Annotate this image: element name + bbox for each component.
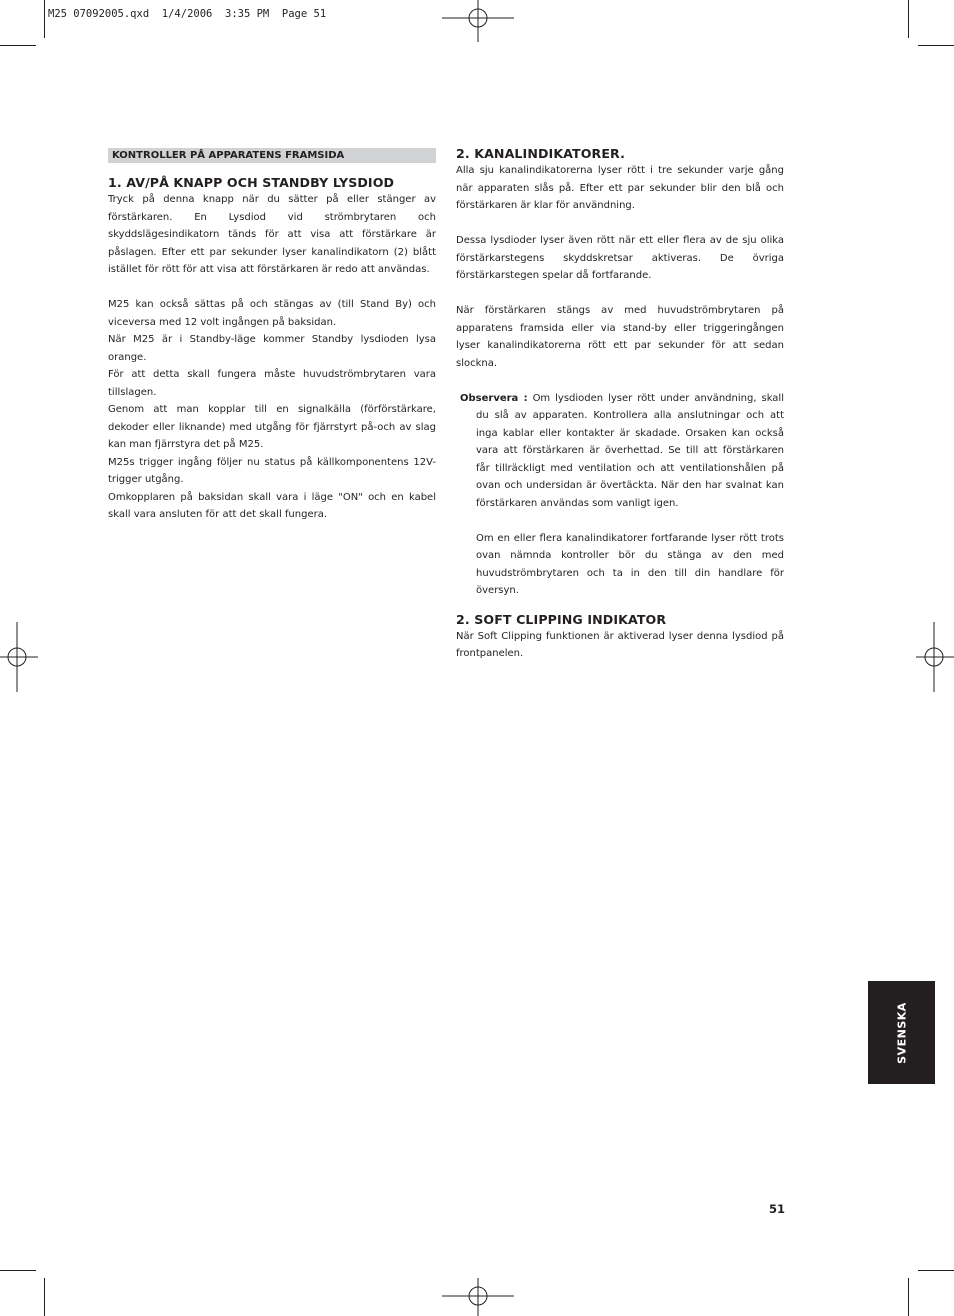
crop-mark [0, 45, 36, 46]
language-tab [868, 981, 935, 1084]
registration-mark-icon [916, 622, 954, 692]
right-column [456, 146, 784, 663]
note-block [456, 390, 784, 600]
crop-mark [44, 1278, 45, 1316]
paragraph: M25 kan också sättas på och stängas av (till Stand By) och viceversa med 12 volt ingången på baksidan. [108, 299, 436, 328]
note-label: Observera : [460, 392, 528, 404]
crop-mark [908, 0, 909, 38]
crop-mark [908, 1278, 909, 1316]
registration-mark-icon [442, 1278, 514, 1316]
paragraph: Alla sju kanalindikatorerna lyser rött i tre sekunder varje gång när apparaten slås på. Efter ett par sekunder blir den blå och förstärkaren är klar för användning. [456, 165, 784, 211]
heading-soft-clipping: 2. SOFT CLIPPING INDIKATOR [456, 611, 667, 627]
section-title-bar: KONTROLLER PÅ APPARATENS FRAMSIDA [108, 148, 436, 163]
file-slug: M25 07092005.qxd 1/4/2006 3:35 PM Page 51 [48, 8, 327, 20]
crop-mark [0, 1270, 36, 1271]
note-text: Om lysdioden lyser rött under användning, skall du slå av apparaten. Kontrollera alla anslutningar och att inga kablar eller kontakter är skadade. Orsaken kan också vara att förstärkaren är överhettad. Se till att förstärkaren får tillräckligt med ventilation och att ventilationshålen på ovan och undersidan är övertäckta. När den har svalnat kan förstärkaren användas som vanligt igen. [476, 392, 784, 509]
crop-mark [44, 0, 45, 38]
page-number: 51 [769, 1202, 786, 1216]
note-paragraph [460, 390, 784, 513]
heading-power-button: 1. AV/PÅ KNAPP OCH STANDBY LYSDIOD [108, 175, 395, 190]
paragraph: När M25 är i Standby-läge kommer Standby lysdioden lysa orange. [108, 334, 436, 363]
paragraph: Dessa lysdioder lyser även rött när ett eller flera av de sju olika förstärkarstegens skyddskretsar aktiveras. De övriga förstärkarstegen spelar då fortfarande. [456, 235, 784, 281]
registration-mark-icon [442, 0, 514, 42]
paragraph: När Soft Clipping funktionen är aktiverad lyser denna lysdiod på frontpanelen. [456, 630, 784, 659]
paragraph: När förstärkaren stängs av med huvudströmbrytaren på apparatens framsida eller via stand-by eller triggeringången lyser kanalindikatorerna rött ett par sekunder för att sedan slockna. [456, 305, 784, 369]
paragraph: Tryck på denna knapp när du sätter på eller stänger av förstärkaren. En Lysdiod vid strömbrytaren och skyddslägesindikatorn tänds för att visa att förstärkare är påslagen. Efter ett par sekunder lyser kanalindikatorn (2) blått istället för rött för att visa att förstärkaren är redo att användas. [108, 194, 436, 275]
paragraph: För att detta skall fungera måste huvudströmbrytaren vara tillslagen. [108, 369, 436, 398]
heading-channel-indicators: 2. KANALINDIKATORER. [456, 146, 625, 161]
paragraph: Omkopplaren på baksidan skall vara i läge "ON" och en kabel skall vara ansluten för att det skall fungera. [108, 491, 436, 520]
paragraph: Genom att man kopplar till en signalkälla (förförstärkare, dekoder eller liknande) med utgång för fjärrstyrt på-och av slag kan man fjärrstyra det på M25. [108, 404, 436, 450]
registration-mark-icon [0, 622, 38, 692]
left-column [108, 146, 436, 524]
crop-mark [918, 45, 954, 46]
paragraph: M25s trigger ingång följer nu status på källkomponentens 12V-trigger utgång. [108, 456, 436, 485]
note-paragraph: Om en eller flera kanalindikatorer fortfarande lyser rött trots ovan nämnda kontroller bör du stänga av den med huvudströmbrytaren och ta in den till din handlare för översyn. [476, 532, 784, 596]
language-tab-label: SVENSKA [895, 1001, 908, 1064]
crop-mark [918, 1270, 954, 1271]
